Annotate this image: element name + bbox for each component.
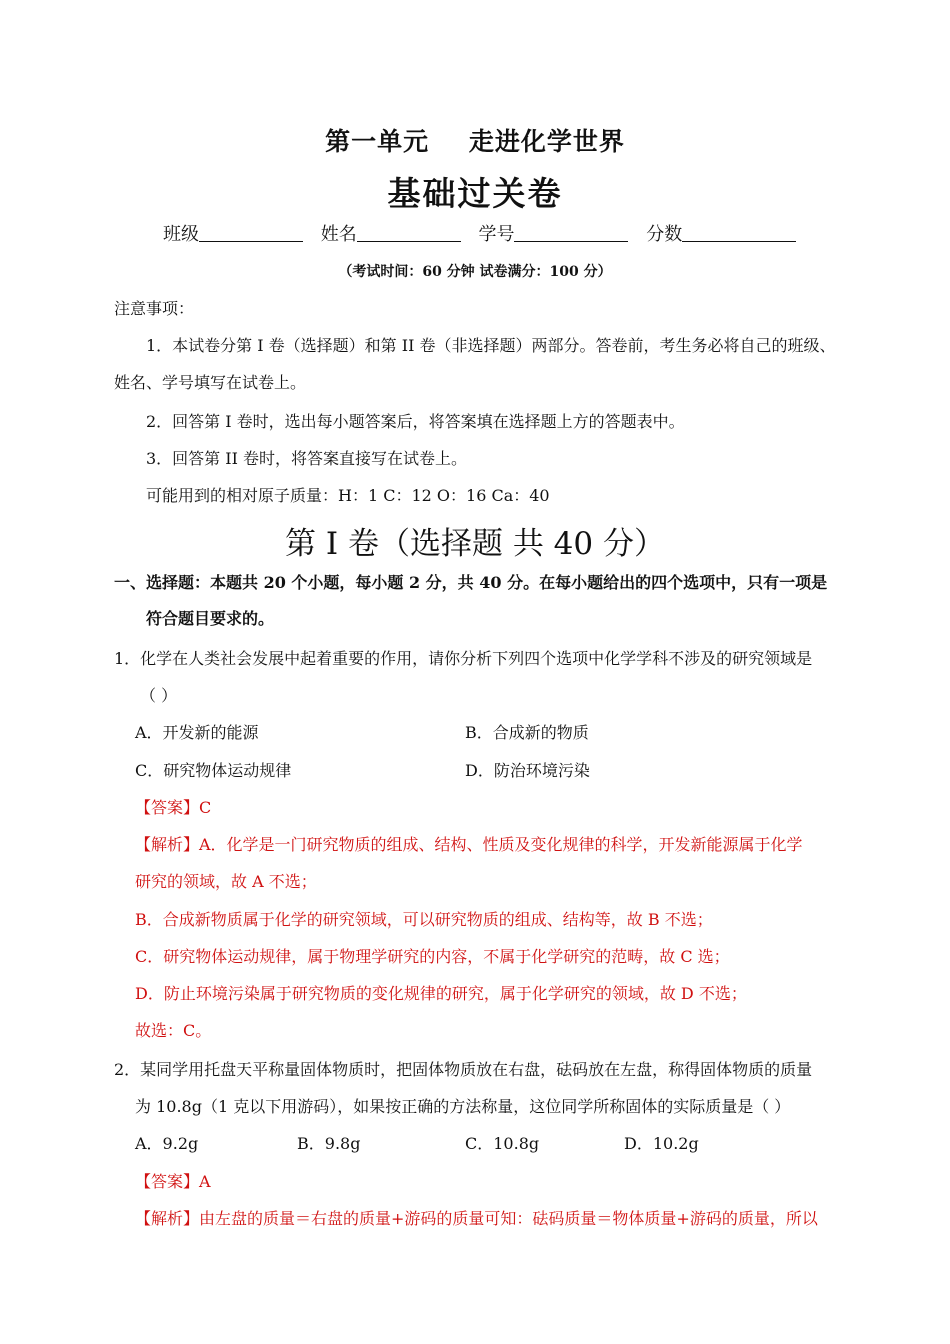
q1-analysis-line-1: 【解析】A．化学是一门研究物质的组成、结构、性质及变化规律的科学，开发新能源属于化学 xyxy=(135,835,803,854)
q1-option-c: C．研究物体运动规律 xyxy=(135,761,292,780)
student-id-label: 学号 xyxy=(478,224,515,245)
q1-option-d: D．防治环境污染 xyxy=(465,761,590,780)
section-instruction-line-1: 一、选择题：本题共 20 个小题，每小题 2 分，共 40 分。在每小题给出的四个选项中，只有一项是 xyxy=(114,573,828,592)
note-2: 2．回答第 I 卷时，选出每小题答案后，将答案填在选择题上方的答题表中。 xyxy=(146,412,685,431)
page-title: 基础过关卷 xyxy=(387,174,563,213)
name-label: 姓名 xyxy=(320,224,357,245)
q1-conclusion: 故选：C。 xyxy=(135,1021,212,1040)
q1-option-a: A．开发新的能源 xyxy=(135,723,259,742)
class-label: 班级 xyxy=(163,224,199,245)
q1-analysis-b: B．合成新物质属于化学的研究领域，可以研究物质的组成、结构等，故 B 不选； xyxy=(135,910,713,929)
name-blank[interactable] xyxy=(357,223,461,242)
q2-option-c: C．10.8g xyxy=(465,1134,540,1153)
note-1-line-2: 姓名、学号填写在试卷上。 xyxy=(114,373,307,392)
q1-option-b: B．合成新的物质 xyxy=(465,723,589,742)
section-instruction-line-2: 符合题目要求的。 xyxy=(146,609,275,628)
q1-analysis-d: D．防止环境污染属于研究物质的变化规律的研究，属于化学研究的领域，故 D 不选； xyxy=(135,984,747,1003)
q1-answer: 【答案】C xyxy=(135,798,212,817)
q1-stem-line-1: 1．化学在人类社会发展中起着重要的作用，请你分析下列四个选项中化学学科不涉及的研究领域是 xyxy=(114,649,813,668)
score-blank[interactable] xyxy=(682,223,796,242)
q1-answer-bracket: （ ） xyxy=(140,686,178,705)
q2-stem-line-1: 2．某同学用托盘天平称量固体物质时，把固体物质放在右盘，砝码放在左盘，称得固体物质的质量 xyxy=(114,1060,813,1079)
score-label: 分数 xyxy=(646,224,683,245)
student-info-row xyxy=(163,220,808,246)
q2-stem-line-2: 为 10.8g（1 克以下用游码），如果按正确的方法称量，这位同学所称固体的实际质量是（ ） xyxy=(135,1097,791,1116)
section-title: 第 I 卷（选择题 共 40 分） xyxy=(285,526,665,562)
note-3: 3．回答第 II 卷时，将答案直接写在试卷上。 xyxy=(146,449,467,468)
q1-analysis-c: C．研究物体运动规律，属于物理学研究的内容，不属于化学研究的范畴，故 C 选； xyxy=(135,947,730,966)
q2-answer: 【答案】A xyxy=(135,1172,211,1191)
q2-option-d: D．10.2g xyxy=(624,1134,699,1153)
class-blank[interactable] xyxy=(199,223,303,242)
notes-heading: 注意事项： xyxy=(114,299,195,318)
q1-analysis-line-2: 研究的领域，故 A 不选； xyxy=(135,872,317,891)
q2-option-a: A．9.2g xyxy=(135,1134,199,1153)
q2-option-b: B．9.8g xyxy=(297,1134,361,1153)
student-id-blank[interactable] xyxy=(514,223,628,242)
unit-title: 第一单元 走进化学世界 xyxy=(325,127,625,156)
q2-analysis-line-1: 【解析】由左盘的质量＝右盘的质量+游码的质量可知：砝码质量＝物体质量+游码的质量，所以 xyxy=(135,1209,818,1228)
exam-time-info: （考试时间：60 分钟 试卷满分：100 分） xyxy=(338,264,612,280)
atomic-mass-note: 可能用到的相对原子质量：H：1 C：12 O：16 Ca：40 xyxy=(146,486,550,505)
note-1-line-1: 1．本试卷分第 I 卷（选择题）和第 II 卷（非选择题）两部分。答卷前，考生务必将自己的班级、 xyxy=(146,336,836,355)
